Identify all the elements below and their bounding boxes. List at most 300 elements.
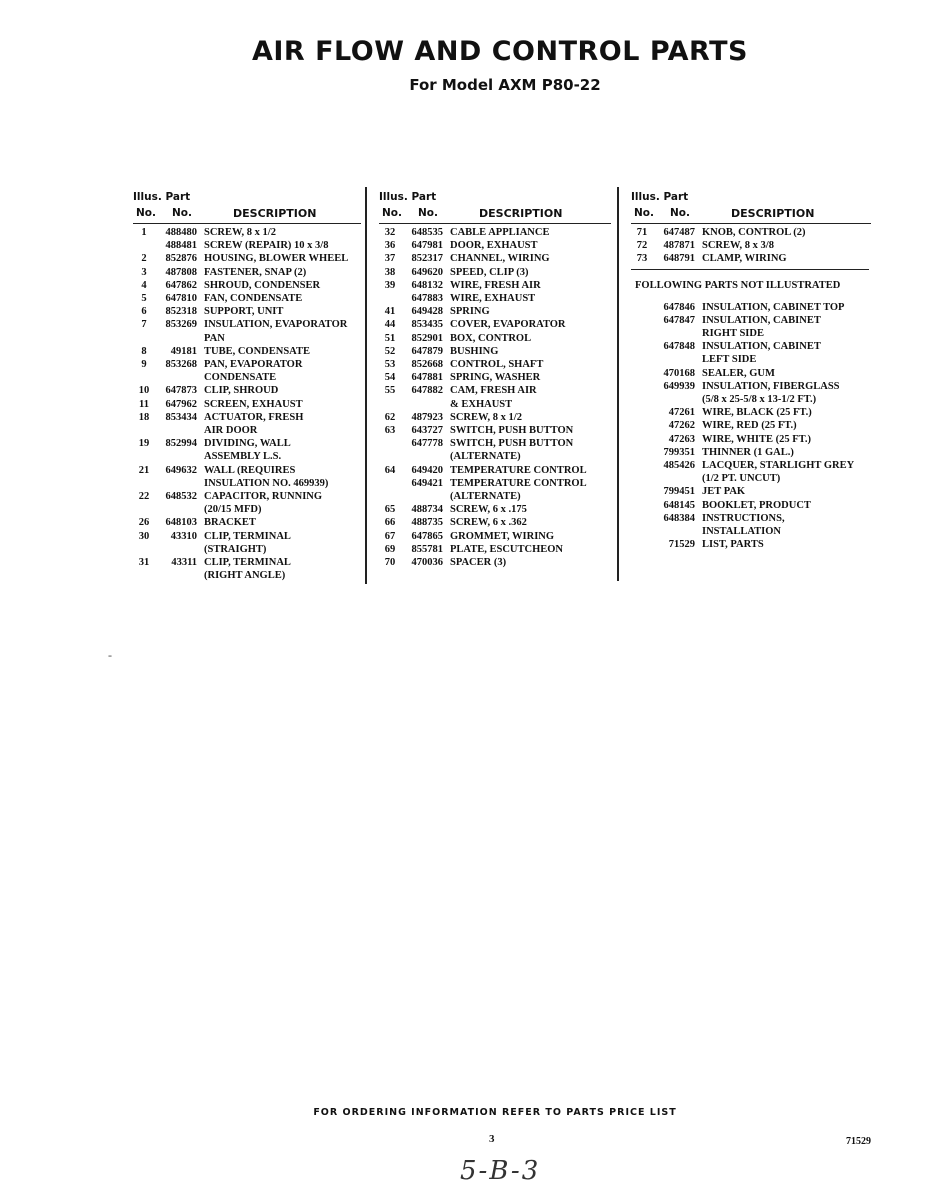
- table-row: [631, 353, 871, 366]
- table-row: [133, 279, 361, 292]
- part-description: CLIP, SHROUD: [204, 385, 279, 397]
- illus-number: 32: [384, 227, 396, 238]
- part-number: 852876: [165, 253, 197, 265]
- illus-number: [631, 525, 653, 538]
- part-number: 649421: [411, 477, 443, 489]
- illus-number: [133, 503, 155, 516]
- part-number: [155, 424, 204, 437]
- illus-number: 44: [384, 319, 396, 331]
- parts-column-3: [631, 187, 871, 551]
- part-number: [155, 477, 204, 490]
- table-row: [133, 543, 361, 556]
- table-row: [133, 398, 361, 411]
- part-number: 470036: [411, 557, 443, 569]
- part-description: CLIP, TERMINAL: [204, 530, 291, 542]
- illus-number: [631, 406, 653, 419]
- table-row: [379, 503, 611, 516]
- parts-list: [379, 224, 611, 569]
- table-row: [379, 437, 611, 450]
- part-number: 648103: [165, 517, 197, 529]
- illus-number: [631, 353, 653, 366]
- part-number: 647846: [663, 301, 695, 313]
- illus-number: 8: [141, 345, 147, 357]
- table-row: [133, 384, 361, 397]
- illus-number: 5: [141, 293, 147, 305]
- part-description: LEFT SIDE: [702, 354, 757, 366]
- document-number: 71529: [846, 1136, 871, 1147]
- header-illus-part: Illus. Part: [379, 191, 437, 203]
- part-number: 643727: [411, 425, 443, 437]
- column-divider: [617, 187, 619, 581]
- table-row: [379, 450, 611, 463]
- part-number: 487871: [663, 240, 695, 252]
- part-description: PAN, EVAPORATOR: [204, 359, 303, 371]
- part-description: BOX, CONTROL: [450, 332, 532, 344]
- part-description: BUSHING: [450, 345, 499, 357]
- header-description: DESCRIPTION: [479, 207, 563, 220]
- illus-number: [133, 450, 155, 463]
- illus-number: 41: [384, 306, 396, 318]
- table-row: [379, 516, 611, 529]
- column-divider: [365, 187, 367, 584]
- part-description: WIRE, RED (25 FT.): [702, 420, 797, 432]
- table-row: [631, 419, 871, 432]
- illus-number: [133, 239, 155, 252]
- part-number: 852994: [165, 438, 197, 450]
- part-number: 648384: [663, 512, 695, 524]
- illus-number: 36: [384, 240, 396, 252]
- part-number: [155, 503, 204, 516]
- illus-number: 39: [384, 279, 396, 291]
- illus-number: [133, 477, 155, 490]
- part-number: 649420: [411, 464, 443, 476]
- part-number: 470168: [663, 367, 695, 379]
- page-number: 3: [489, 1133, 495, 1145]
- illus-number: 55: [384, 385, 396, 397]
- part-number: 647882: [411, 385, 443, 397]
- illus-number: 9: [141, 359, 147, 371]
- part-description: FASTENER, SNAP (2): [204, 266, 307, 278]
- part-number: 855781: [411, 543, 443, 555]
- table-row: [133, 437, 361, 450]
- table-row: [631, 252, 871, 265]
- illus-number: 69: [384, 543, 396, 555]
- column-header: [379, 187, 611, 224]
- table-row: [379, 226, 611, 239]
- part-description: SCREW, 8 x 3/8: [702, 240, 774, 252]
- illus-number: [631, 538, 653, 551]
- illus-number: 11: [139, 398, 149, 410]
- part-number: 647810: [165, 293, 197, 305]
- table-row: [631, 459, 871, 472]
- table-row: [379, 252, 611, 265]
- part-description: TEMPERATURE CONTROL: [450, 477, 587, 489]
- parts-column-2: [379, 187, 611, 569]
- illus-number: [631, 419, 653, 432]
- part-number: 799351: [663, 446, 695, 458]
- part-description: TUBE, CONDENSATE: [204, 345, 310, 357]
- part-description: CHANNEL, WIRING: [450, 253, 550, 265]
- table-row: [379, 292, 611, 305]
- illus-number: 62: [384, 411, 396, 423]
- part-description: SCREW, 6 x .175: [450, 504, 527, 516]
- part-number: 648132: [411, 279, 443, 291]
- table-row: [379, 318, 611, 331]
- table-row: [631, 512, 871, 525]
- illus-number: [379, 450, 401, 463]
- part-number: 852668: [411, 359, 443, 371]
- part-number: 852318: [165, 306, 197, 318]
- illus-number: 37: [384, 253, 396, 265]
- illus-number: 30: [138, 530, 150, 542]
- part-description: JET PAK: [702, 486, 746, 498]
- table-row: [133, 345, 361, 358]
- table-row: [631, 406, 871, 419]
- part-number: 647879: [411, 345, 443, 357]
- table-row: [379, 279, 611, 292]
- part-description: CAPACITOR, RUNNING: [204, 491, 323, 503]
- scan-mark: -: [108, 648, 112, 662]
- illus-number: [631, 499, 653, 512]
- illus-number: [631, 380, 653, 393]
- table-row: [133, 292, 361, 305]
- illus-number: 66: [384, 517, 396, 529]
- part-number: [155, 543, 204, 556]
- illus-number: 2: [141, 253, 147, 265]
- part-description: TEMPERATURE CONTROL: [450, 464, 587, 476]
- table-row: [379, 411, 611, 424]
- part-description: (1/2 PT. UNCUT): [702, 473, 781, 485]
- handwritten-page-mark: 5-B-3: [460, 1156, 541, 1186]
- part-description: WIRE, BLACK (25 FT.): [702, 407, 812, 419]
- table-row: [379, 345, 611, 358]
- table-row: [631, 433, 871, 446]
- illus-number: 53: [384, 359, 396, 371]
- part-number: 649939: [663, 380, 695, 392]
- page-title: AIR FLOW AND CONTROL PARTS: [251, 36, 749, 67]
- illus-number: 63: [384, 425, 396, 437]
- part-description: ASSEMBLY L.S.: [204, 451, 282, 463]
- part-description: SEALER, GUM: [702, 367, 775, 379]
- table-row: [133, 450, 361, 463]
- part-number: 853435: [411, 319, 443, 331]
- part-description: THINNER (1 GAL.): [702, 446, 794, 458]
- illus-number: 51: [384, 332, 396, 344]
- part-description: CAM, FRESH AIR: [450, 385, 537, 397]
- illus-number: [379, 437, 401, 450]
- part-description: SCREW, 8 x 1/2: [204, 227, 276, 238]
- table-row: [631, 472, 871, 485]
- part-description: KNOB, CONTROL (2): [702, 227, 806, 238]
- table-row: [631, 327, 871, 340]
- not-illustrated-heading: FOLLOWING PARTS NOT ILLUSTRATED: [635, 279, 841, 291]
- illus-number: 26: [138, 517, 150, 529]
- table-row: [133, 530, 361, 543]
- table-row: [379, 477, 611, 490]
- illus-number: 38: [384, 266, 396, 278]
- part-description: SCREW (REPAIR) 10 x 3/8: [204, 240, 329, 252]
- table-row: [133, 411, 361, 424]
- table-row: [631, 393, 871, 406]
- illus-number: 10: [138, 385, 150, 397]
- part-number: 649632: [165, 464, 197, 476]
- part-description: DOOR, EXHAUST: [450, 240, 538, 252]
- section-divider: [631, 269, 869, 270]
- part-description: (ALTERNATE): [450, 491, 521, 503]
- table-row: [379, 239, 611, 252]
- part-description: INSULATION, CABINET: [702, 341, 821, 353]
- part-description: INSULATION, EVAPORATOR: [204, 319, 348, 331]
- part-number: [155, 569, 204, 582]
- part-number: 648791: [663, 253, 695, 265]
- part-number: 648535: [411, 227, 443, 238]
- part-number: 488480: [165, 227, 197, 238]
- part-description: INSTRUCTIONS,: [702, 512, 785, 524]
- header-illus-part: Illus. Part: [631, 191, 689, 203]
- illus-number: [631, 433, 653, 446]
- illus-number: [379, 477, 401, 490]
- table-row: [631, 525, 871, 538]
- illus-number: 31: [138, 557, 150, 569]
- table-row: [631, 367, 871, 380]
- table-row: [379, 543, 611, 556]
- part-number: 485426: [663, 460, 695, 472]
- header-illus-no: No.: [382, 207, 402, 219]
- part-number: 647865: [411, 530, 443, 542]
- part-number: 647883: [411, 293, 443, 305]
- part-description: SWITCH, PUSH BUTTON: [450, 438, 574, 450]
- part-number: 647778: [411, 438, 443, 450]
- part-number: 647847: [663, 314, 695, 326]
- part-number: 487808: [165, 266, 197, 278]
- part-number: 852901: [411, 332, 443, 344]
- part-description: & EXHAUST: [450, 398, 513, 410]
- part-description: INSULATION NO. 469939): [204, 477, 329, 489]
- illus-number: [133, 569, 155, 582]
- not-illustrated-list: [631, 299, 871, 552]
- part-description: SCREEN, EXHAUST: [204, 398, 303, 410]
- illus-number: 70: [384, 557, 396, 569]
- part-description: INSULATION, CABINET TOP: [702, 301, 845, 313]
- table-row: [631, 314, 871, 327]
- column-header: [631, 187, 871, 224]
- part-description: CLIP, TERMINAL: [204, 557, 291, 569]
- illus-number: 73: [636, 253, 648, 265]
- table-row: [379, 530, 611, 543]
- header-description: DESCRIPTION: [731, 207, 815, 220]
- parts-list: [133, 224, 361, 582]
- part-description: BOOKLET, PRODUCT: [702, 499, 811, 511]
- part-description: CABLE APPLIANCE: [450, 227, 550, 238]
- table-row: [133, 239, 361, 252]
- table-row: [133, 424, 361, 437]
- illus-number: 52: [384, 345, 396, 357]
- part-description: BRACKET: [204, 517, 256, 529]
- table-row: [379, 464, 611, 477]
- part-number: 647962: [165, 398, 197, 410]
- part-number: 647873: [165, 385, 197, 397]
- part-number: 47261: [668, 407, 695, 419]
- table-row: [379, 398, 611, 411]
- part-number: [155, 332, 204, 345]
- part-number: [653, 327, 702, 340]
- table-row: [133, 516, 361, 529]
- table-row: [133, 464, 361, 477]
- illus-number: [631, 472, 653, 485]
- part-description: SCREW, 8 x 1/2: [450, 411, 522, 423]
- table-row: [631, 226, 871, 239]
- part-description: ACTUATOR, FRESH: [204, 411, 304, 423]
- part-number: 649428: [411, 306, 443, 318]
- part-description: CONDENSATE: [204, 372, 277, 384]
- table-row: [631, 485, 871, 498]
- part-description: (RIGHT ANGLE): [204, 570, 286, 582]
- part-number: [653, 353, 702, 366]
- part-description: INSTALLATION: [702, 526, 781, 538]
- part-number: [653, 393, 702, 406]
- part-number: 853434: [165, 411, 197, 423]
- table-row: [133, 332, 361, 345]
- part-number: 71529: [668, 539, 695, 551]
- part-description: (ALTERNATE): [450, 451, 521, 463]
- table-row: [379, 424, 611, 437]
- part-number: 647981: [411, 240, 443, 252]
- header-illus-no: No.: [136, 207, 156, 219]
- illus-number: 21: [138, 464, 150, 476]
- part-description: CLAMP, WIRING: [702, 253, 787, 265]
- illus-number: [631, 301, 653, 314]
- illus-number: [133, 543, 155, 556]
- header-part-no: No.: [670, 207, 690, 219]
- table-row: [631, 446, 871, 459]
- illus-number: 67: [384, 530, 396, 542]
- illus-number: 1: [141, 227, 147, 238]
- part-description: SWITCH, PUSH BUTTON: [450, 425, 574, 437]
- table-row: [379, 305, 611, 318]
- part-description: INSULATION, FIBERGLASS: [702, 380, 840, 392]
- table-row: [133, 477, 361, 490]
- table-row: [379, 266, 611, 279]
- table-row: [133, 266, 361, 279]
- part-number: 487923: [411, 411, 443, 423]
- part-number: 647862: [165, 279, 197, 291]
- illus-number: 72: [636, 240, 648, 252]
- part-number: 647881: [411, 372, 443, 384]
- table-row: [379, 358, 611, 371]
- part-number: 43310: [170, 530, 197, 542]
- part-description: (STRAIGHT): [204, 543, 267, 555]
- header-part-no: No.: [418, 207, 438, 219]
- header-description: DESCRIPTION: [233, 207, 317, 220]
- illus-number: [631, 512, 653, 525]
- illus-number: [133, 332, 155, 345]
- table-row: [631, 239, 871, 252]
- illus-number: [631, 459, 653, 472]
- part-number: 648532: [165, 491, 197, 503]
- part-description: PAN: [204, 332, 225, 344]
- table-row: [133, 226, 361, 239]
- illus-number: [631, 485, 653, 498]
- header-illus-part: Illus. Part: [133, 191, 191, 203]
- illus-number: 71: [636, 227, 648, 238]
- illus-number: [631, 340, 653, 353]
- illus-number: [631, 314, 653, 327]
- table-row: [379, 384, 611, 397]
- table-row: [133, 358, 361, 371]
- table-row: [379, 556, 611, 569]
- part-number: [653, 525, 702, 538]
- illus-number: [631, 367, 653, 380]
- illus-number: [631, 446, 653, 459]
- illus-number: 54: [384, 372, 396, 384]
- ordering-footer: FOR ORDERING INFORMATION REFER TO PARTS PRICE LIST: [313, 1107, 677, 1118]
- part-number: 47262: [668, 420, 695, 432]
- table-row: [133, 318, 361, 331]
- part-number: 647848: [663, 341, 695, 353]
- part-description: COVER, EVAPORATOR: [450, 319, 566, 331]
- table-row: [631, 499, 871, 512]
- part-description: LIST, PARTS: [702, 539, 764, 551]
- part-number: 799451: [663, 486, 695, 498]
- part-number: 488481: [165, 240, 197, 252]
- page-subtitle: For Model AXM P80-22: [409, 76, 601, 94]
- part-number: 47263: [668, 433, 695, 445]
- part-number: [155, 450, 204, 463]
- illus-number: 22: [138, 491, 150, 503]
- part-description: DIVIDING, WALL: [204, 438, 291, 450]
- table-row: [631, 380, 871, 393]
- part-number: [401, 398, 450, 411]
- part-description: WIRE, FRESH AIR: [450, 279, 541, 291]
- table-row: [631, 301, 871, 314]
- part-number: 853268: [165, 359, 197, 371]
- part-description: CONTROL, SHAFT: [450, 359, 544, 371]
- part-number: 649620: [411, 266, 443, 278]
- part-description: SHROUD, CONDENSER: [204, 279, 321, 291]
- illus-number: [379, 398, 401, 411]
- part-description: SPRING: [450, 306, 490, 318]
- part-number: 648145: [663, 499, 695, 511]
- part-number: [155, 371, 204, 384]
- illus-number: [631, 393, 653, 406]
- table-row: [133, 569, 361, 582]
- illus-number: [631, 327, 653, 340]
- table-row: [133, 371, 361, 384]
- illus-number: 64: [384, 464, 396, 476]
- part-description: GROMMET, WIRING: [450, 530, 555, 542]
- part-number: 853269: [165, 319, 197, 331]
- table-row: [631, 340, 871, 353]
- part-description: FAN, CONDENSATE: [204, 293, 303, 305]
- parts-list: [631, 224, 871, 266]
- illus-number: [133, 424, 155, 437]
- table-row: [133, 503, 361, 516]
- part-number: [401, 450, 450, 463]
- part-number: 488734: [411, 504, 443, 516]
- part-description: WIRE, WHITE (25 FT.): [702, 433, 811, 445]
- part-description: SCREW, 6 x .362: [450, 517, 527, 529]
- illus-number: [133, 371, 155, 384]
- illus-number: [379, 490, 401, 503]
- part-number: [653, 472, 702, 485]
- table-row: [133, 556, 361, 569]
- part-description: WIRE, EXHAUST: [450, 293, 536, 305]
- part-description: INSULATION, CABINET: [702, 314, 821, 326]
- part-description: LACQUER, STARLIGHT GREY: [702, 460, 855, 472]
- table-row: [379, 371, 611, 384]
- illus-number: 19: [138, 438, 150, 450]
- table-row: [379, 490, 611, 503]
